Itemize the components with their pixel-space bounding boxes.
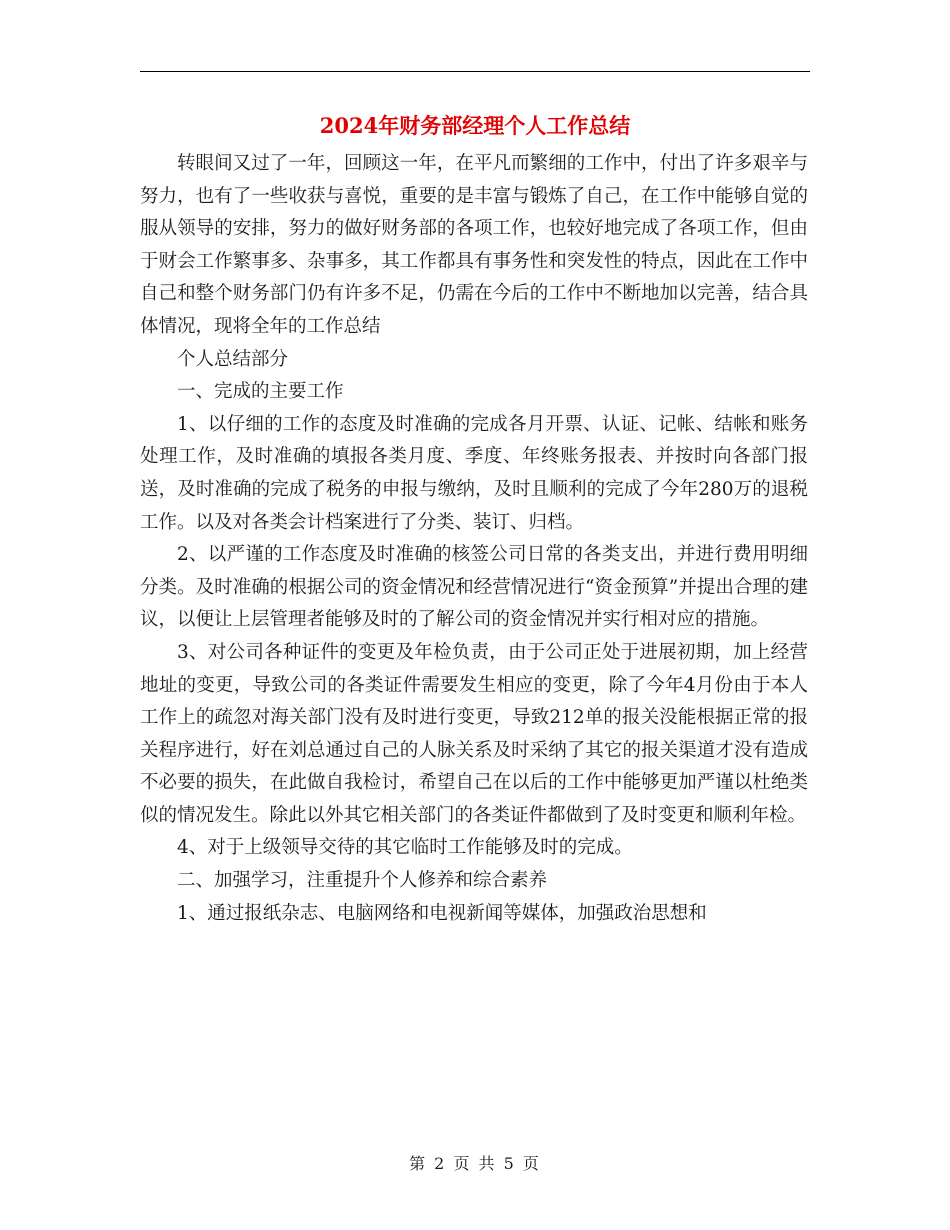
- paragraph-section-label: 个人总结部分: [177, 348, 289, 370]
- paragraph-item-3: 3、对公司各种证件的变更及年检负责，由于公司正处于进展初期，加上经营地址的变更，导致公司的各类证件需要发生相应的变更，除了今年4月份由于本人工作上的疏忽对海关部门没有及时进行变更，导致212单的报关没能根据正常的报关程序进行，好在刘总通过自己的人脉关系及时采纳了其它的报关渠道才没有造成不必要的损失，在此做自我检讨，希望自己在以后的工作中能够更加严谨以杜绝类似的情况发生。除此以外其它相关部门的各类证件都做到了及时变更和顺利年检。: [140, 641, 808, 826]
- document-title: 2024年财务部经理个人工作总结: [319, 113, 631, 138]
- paragraph-item-1: 1、以仔细的工作的态度及时准确的完成各月开票、认证、记帐、结帐和账务处理工作，及时准确的填报各类月度、季度、年终账务报表、并按时向各部门报送，及时准确的完成了税务的申报与缴纳，及时且顺利的完成了今年280万的退税工作。以及对各类会计档案进行了分类、装订、归档。: [140, 413, 808, 533]
- paragraph-item-4: 4、对于上级领导交待的其它临时工作能够及时的完成。: [177, 837, 633, 859]
- heading-study: 二、加强学习，注重提升个人修养和综合素养: [177, 870, 548, 892]
- heading-main-work: 一、完成的主要工作: [177, 381, 344, 403]
- document-body: [140, 148, 808, 930]
- page-number: 第 2 页 共 5 页: [409, 1154, 541, 1173]
- header-rule: [140, 71, 810, 72]
- paragraph-intro: 转眼间又过了一年，回顾这一年，在平凡而繁细的工作中，付出了许多艰辛与努力，也有了一些收获与喜悦，重要的是丰富与锻炼了自己，在工作中能够自觉的服从领导的安排，努力的做好财务部的各项工作，也较好地完成了各项工作，但由于财会工作繁事多、杂事多，其工作都具有事务性和突发性的特点，因此在工作中自己和整个财务部门仍有许多不足，仍需在今后的工作中不断地加以完善，结合具体情况，现将全年的工作总结: [140, 153, 808, 337]
- paragraph-study-1: 1、通过报纸杂志、电脑网络和电视新闻等媒体，加强政治思想和: [177, 902, 707, 924]
- paragraph-item-2: 2、以严谨的工作态度及时准确的核签公司日常的各类支出，并进行费用明细分类。及时准确的根据公司的资金情况和经营情况进行“资金预算”并提出合理的建议，以便让上层管理者能够及时的了解公司的资金情况并实行相对应的措施。: [140, 544, 808, 631]
- page-footer: [0, 1152, 950, 1176]
